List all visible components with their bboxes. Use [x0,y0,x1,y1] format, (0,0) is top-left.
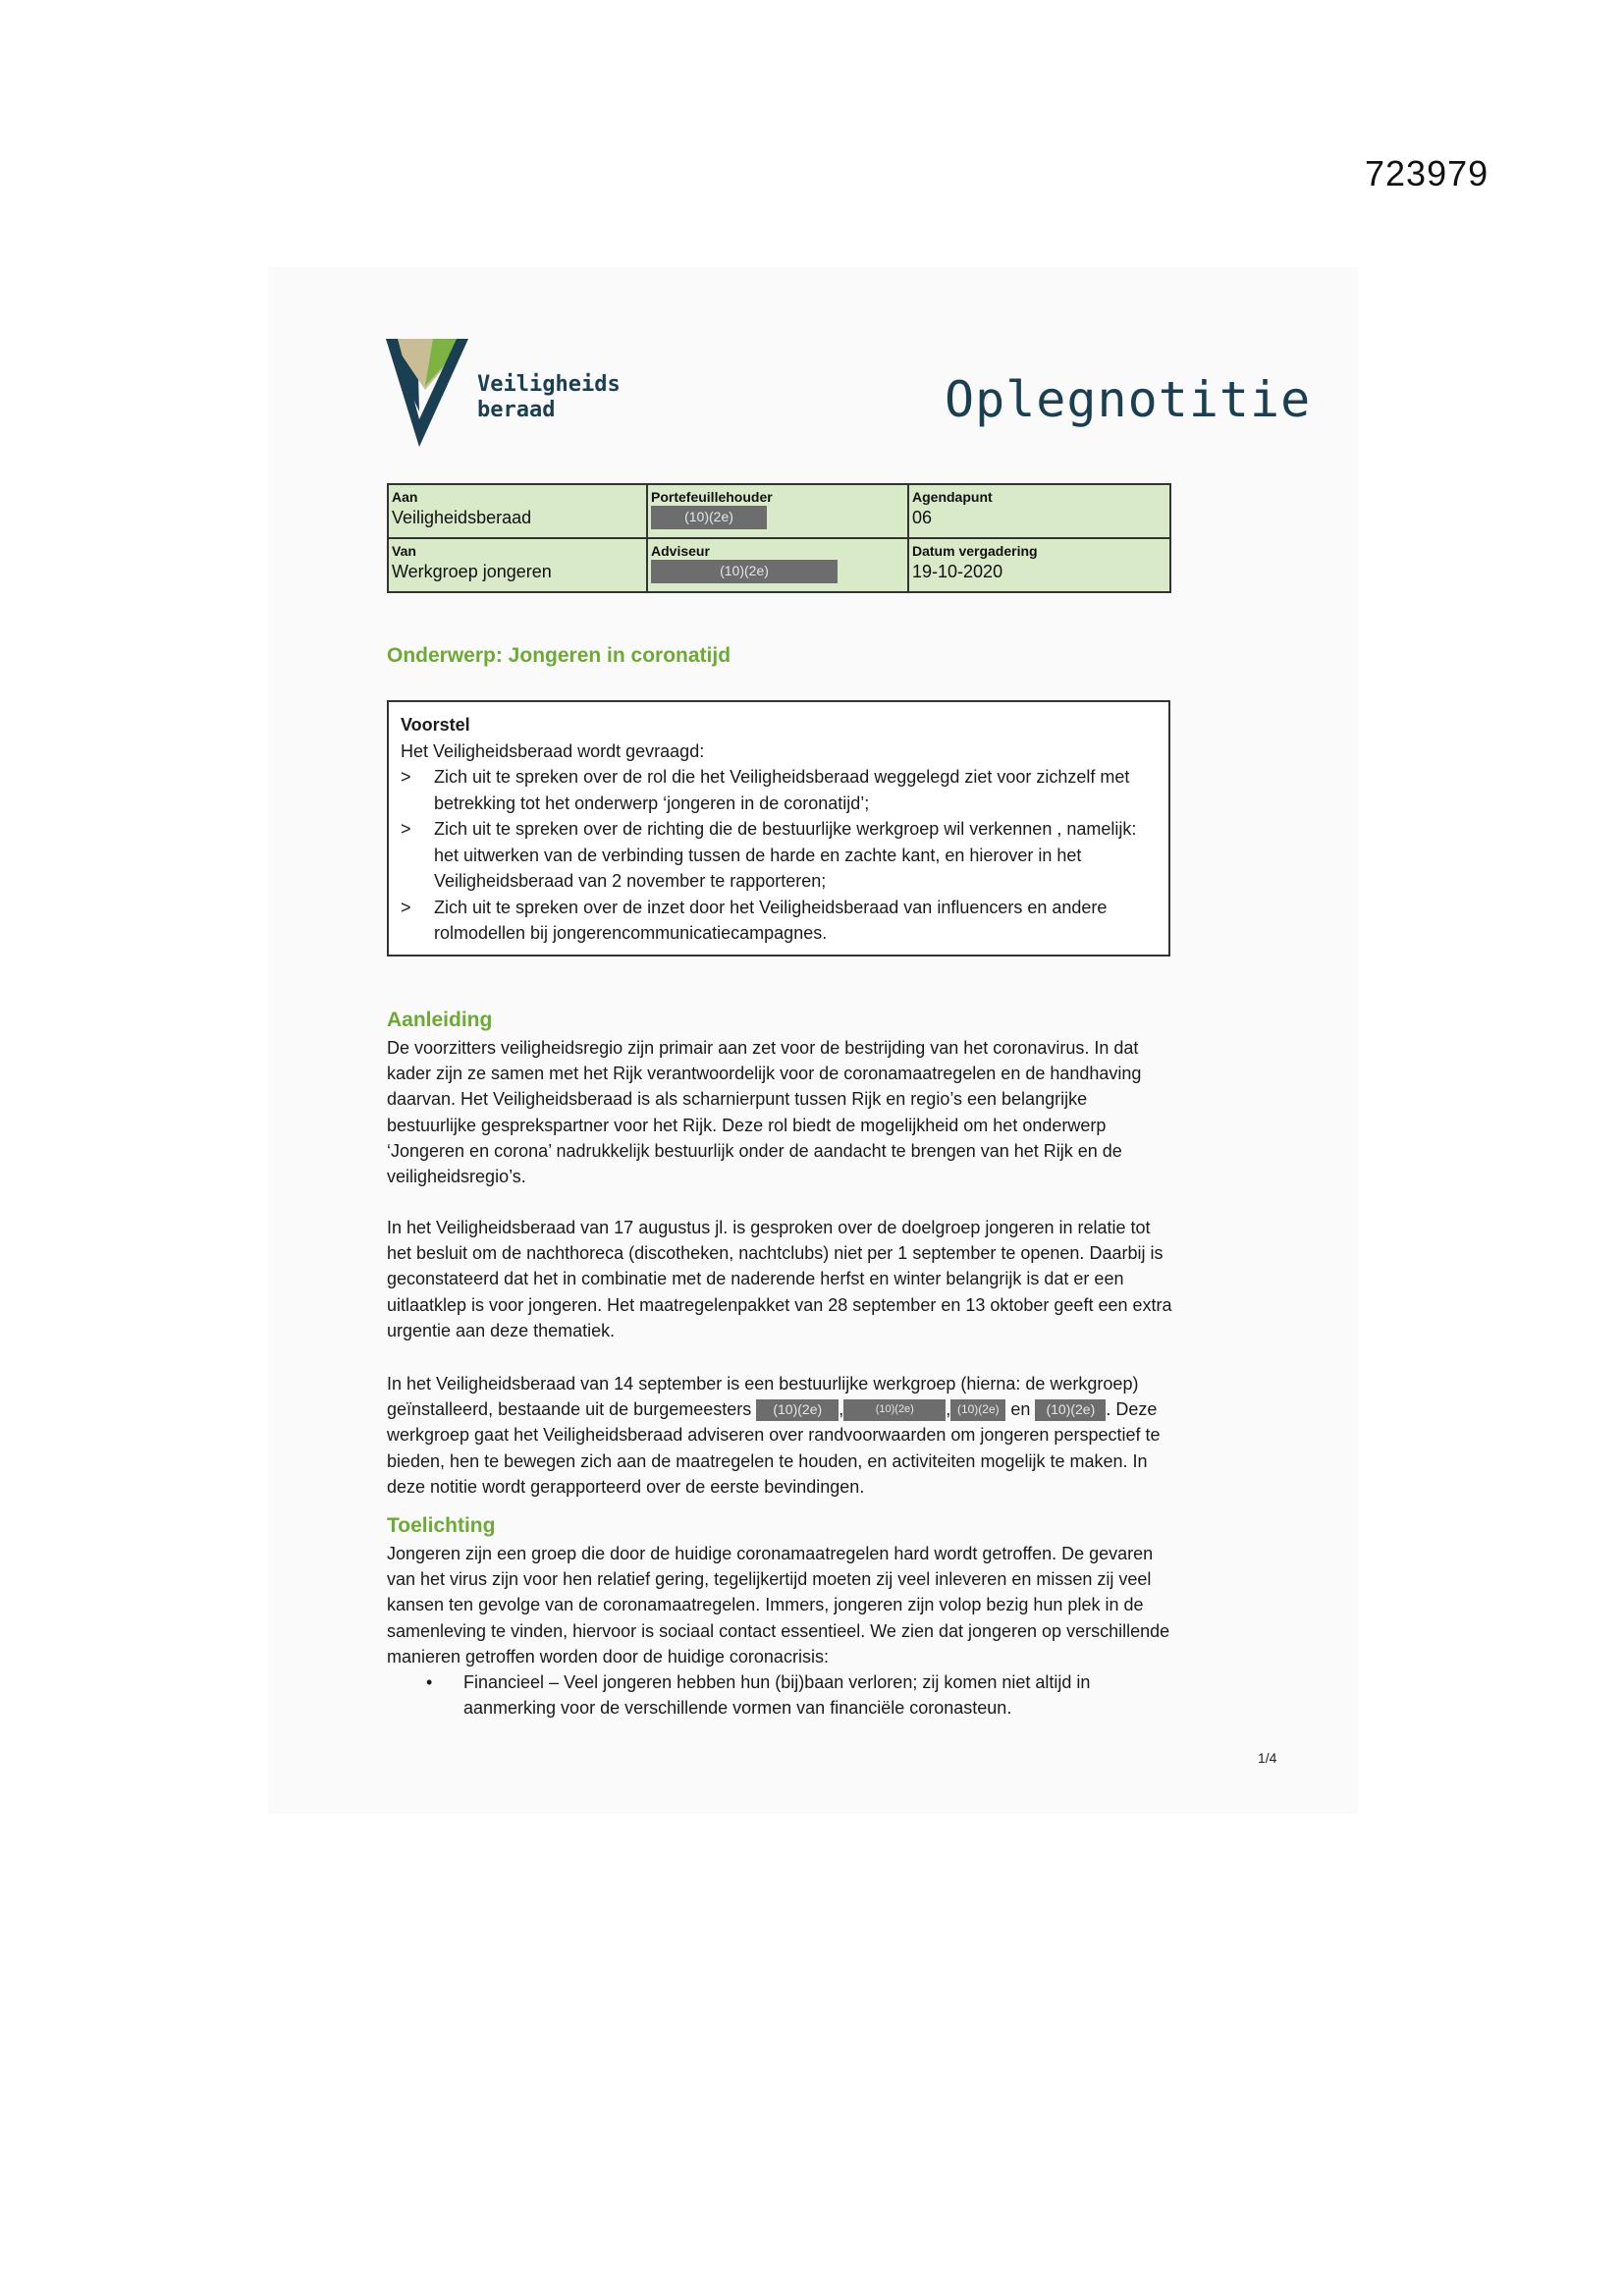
logo-wordmark [477,372,621,423]
meta-cell-adviseur [647,538,908,592]
list-item [426,1669,1172,1721]
datum-label: Datum vergadering [912,543,1038,559]
aanleiding-paragraph-1: De voorzitters veiligheidsregio zijn primair aan zet voor de bestrijding van het coronavirus. In dat kader zijn ze samen met het Rijk verantwoordelijk voor de coronamaatregelen en de handhaving daarvan. Het Veiligheidsberaad is als scharnierpunt tussen Rijk en regio’s een belangrijke bestuurlijke gesprekspartner voor het Rijk. Deze rol biedt de mogelijkheid om het onderwerp ‘Jongeren en corona’ nadrukkelijk bestuurlijk onder de aandacht te brengen van het Rijk en de veiligheidsregio’s. [387,1038,1142,1187]
list-item [401,816,1157,895]
voorstel-intro: Het Veiligheidsberaad wordt gevraagd: [401,740,705,761]
agendapunt-value: 06 [912,508,933,527]
aan-value: Veiligheidsberaad [392,508,532,527]
van-label: Van [392,543,416,559]
portefeuillehouder-label: Portefeuillehouder [651,489,773,505]
list-item [401,895,1157,947]
aanleiding-paragraph-3 [387,1371,1172,1500]
meta-cell-aan [388,484,647,538]
separator: , [946,1399,951,1420]
aanleiding-paragraph-2: In het Veiligheidsberaad van 17 augustus jl. is gesproken over de doelgroep jongeren in relatie tot het besluit om de nachthoreca (discotheken, nachtclubs) niet per 1 september te openen. Daarbij is geconstateerd dat het in combinatie met de naderende herfst en winter belangrijk is dat er een uitlaatklep is voor jongeren. Het maatregelenpakket van 28 september en 13 oktober geeft een extra urgentie aan deze thematiek. [387,1218,1172,1340]
meta-cell-van [388,538,647,592]
paragraph-text: Jongeren zijn een groep die door de huidige coronamaatregelen hard wordt getroffen. De gevaren van het virus zijn voor hen relatief gering, tegelijkertijd moeten zij veel inleveren en missen zij veel kansen ten gevolge van de coronamaatregelen. Immers, jongeren zijn volop bezig hun plek in de samenleving te vinden, hiervoor is sociaal contact essentieel. We zien dat jongeren op verschillende manieren getroffen worden door de huidige coronacrisis: [387,1544,1170,1667]
voorstel-item: Zich uit te spreken over de rol die het Veiligheidsberaad weggelegd ziet voor zichzelf met betrekking tot het onderwerp ‘jongeren in de coronatijd’; [434,767,1130,813]
separator: , [839,1399,844,1420]
voorstel-box [387,700,1170,957]
toelichting-heading: Toelichting [387,1514,496,1537]
datum-value: 19-10-2020 [912,562,1003,581]
paragraph-text: In het Veiligheidsberaad van 14 september is een bestuurlijke werkgroep (hierna: de werkgroep) geïnstalleerd, bestaande uit de burgemeesters [387,1374,1139,1420]
chevron-right-icon: > [401,819,411,839]
van-value: Werkgroep jongeren [392,562,552,581]
voorstel-item: Zich uit te spreken over de inzet door het Veiligheidsberaad van influencers en andere rolmodellen bij jongerencommunicatiecampagnes. [434,897,1108,943]
redaction-block: (10)(2e) [756,1399,839,1421]
redaction-block: (10)(2e) [651,506,767,529]
logo-line-1: Veiligheids [477,372,621,397]
toelichting-bullet-list [387,1669,1172,1721]
voorstel-item: Zich uit te spreken over de richting die de bestuurlijke werkgroep wil verkennen , namelijk: het uitwerken van de verbinding tussen de harde en zachte kant, en hierover in het Veiligheidsberaad van 2 november te rapporteren; [434,819,1137,891]
document-type-title: Oplegnotitie [945,371,1312,428]
meta-cell-portefeuillehouder [647,484,908,538]
voorstel-title: Voorstel [401,715,470,735]
toelichting-paragraph [387,1541,1172,1721]
aanleiding-heading: Aanleiding [387,1009,493,1031]
aan-label: Aan [392,489,418,505]
bullet-text: Veel jongeren hebben hun (bij)baan verloren; zij komen niet altijd in aanmerking voor de verschillende vormen van financiële coronasteun. [463,1672,1091,1719]
meta-row [388,484,1170,538]
list-item [401,764,1157,816]
document-number: 723979 [1365,153,1489,193]
logo-line-2: beraad [477,398,556,422]
chevron-right-icon: > [401,767,411,787]
meta-cell-datum [908,538,1170,592]
bullet-lead: Financieel – [463,1672,560,1693]
page-number: 1/4 [1258,1750,1277,1766]
agendapunt-label: Agendapunt [912,489,993,505]
paragraph-text: . Deze werkgroep gaat het Veiligheidsberaad adviseren over randvoorwaarden om jongeren perspectief te bieden, hen te bewegen zich aan de maatregelen te houden, en activiteiten mogelijk te maken. In deze notitie wordt gerapporteerd over de eerste bevindingen. [387,1399,1161,1497]
meta-row [388,538,1170,592]
redaction-block: (10)(2e) [651,560,838,583]
subject-heading: Onderwerp: Jongeren in coronatijd [387,644,731,667]
conjunction: en [1010,1399,1031,1420]
redaction-block: (10)(2e) [843,1399,946,1421]
adviseur-label: Adviseur [651,543,710,559]
chevron-right-icon: > [401,897,411,917]
meta-cell-agendapunt [908,484,1170,538]
meta-table [387,483,1171,593]
redaction-block: (10)(2e) [1035,1399,1106,1421]
redaction-block: (10)(2e) [950,1399,1005,1421]
